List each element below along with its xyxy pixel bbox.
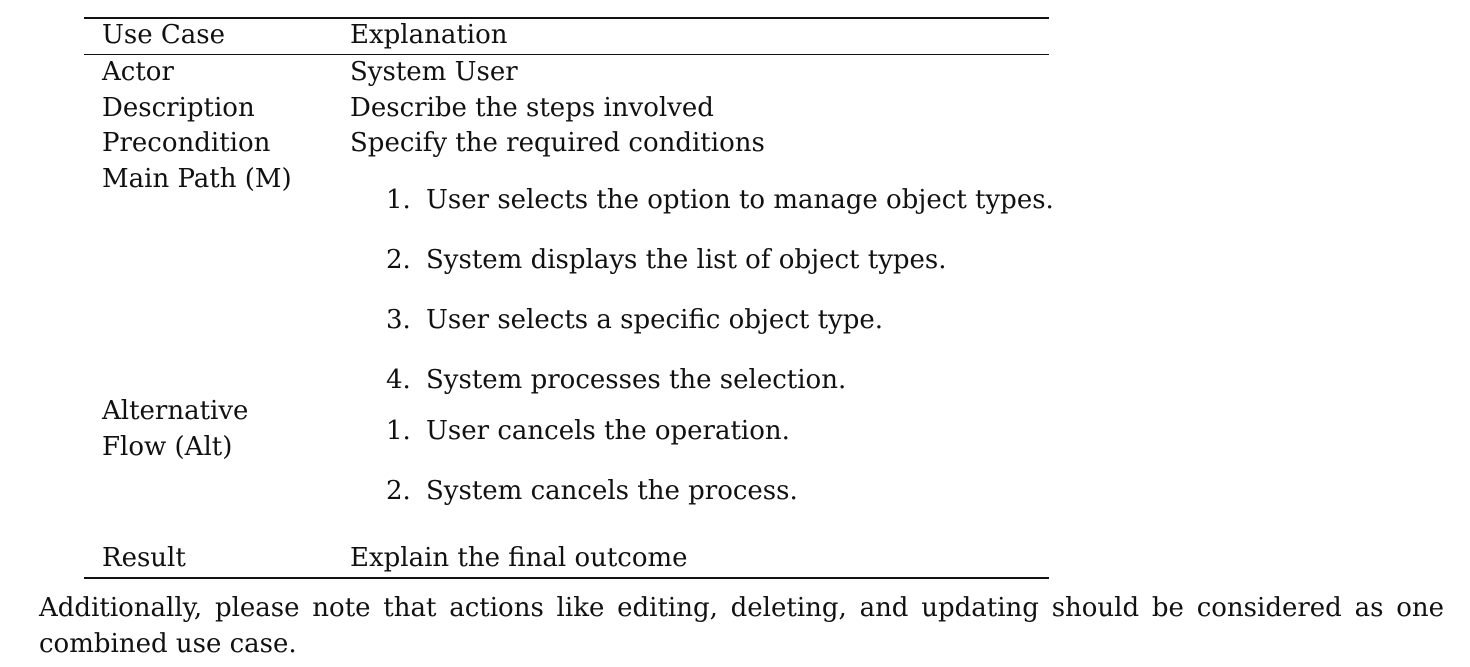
row-label-alternative-flow-line1: Alternative <box>102 396 249 426</box>
step-number: 1. <box>386 416 411 446</box>
step-text: System displays the list of object types. <box>426 245 947 275</box>
step-text: User cancels the operation. <box>426 416 790 446</box>
row-label-alternative-flow-line2: Flow (Alt) <box>102 432 233 462</box>
header-explanation: Explanation <box>350 20 508 50</box>
row-label-description: Description <box>102 93 255 123</box>
table-header-rule <box>84 54 1049 55</box>
step-text: User selects a specific object type. <box>426 305 884 335</box>
step-text: System processes the selection. <box>426 365 847 395</box>
row-value-description: Describe the steps involved <box>350 93 714 123</box>
row-label-result: Result <box>102 543 186 573</box>
row-label-actor: Actor <box>102 57 174 87</box>
step-text: System cancels the process. <box>426 476 798 506</box>
step-number: 3. <box>386 305 411 335</box>
table-top-rule <box>84 17 1049 19</box>
row-label-main-path: Main Path (M) <box>102 164 292 194</box>
table-bottom-rule <box>84 577 1049 579</box>
row-value-result: Explain the final outcome <box>350 543 688 573</box>
step-number: 2. <box>386 245 411 275</box>
header-use-case: Use Case <box>102 20 226 50</box>
row-value-precondition: Specify the required conditions <box>350 128 765 158</box>
step-number: 4. <box>386 365 411 395</box>
note-paragraph: Additionally, please note that actions like editing, deleting, and updating should be considered as one combined use case. <box>39 593 1444 659</box>
step-number: 2. <box>386 476 411 506</box>
row-label-precondition: Precondition <box>102 128 271 158</box>
step-number: 1. <box>386 185 411 215</box>
row-value-actor: System User <box>350 57 518 87</box>
step-text: User selects the option to manage object types. <box>426 185 1054 215</box>
